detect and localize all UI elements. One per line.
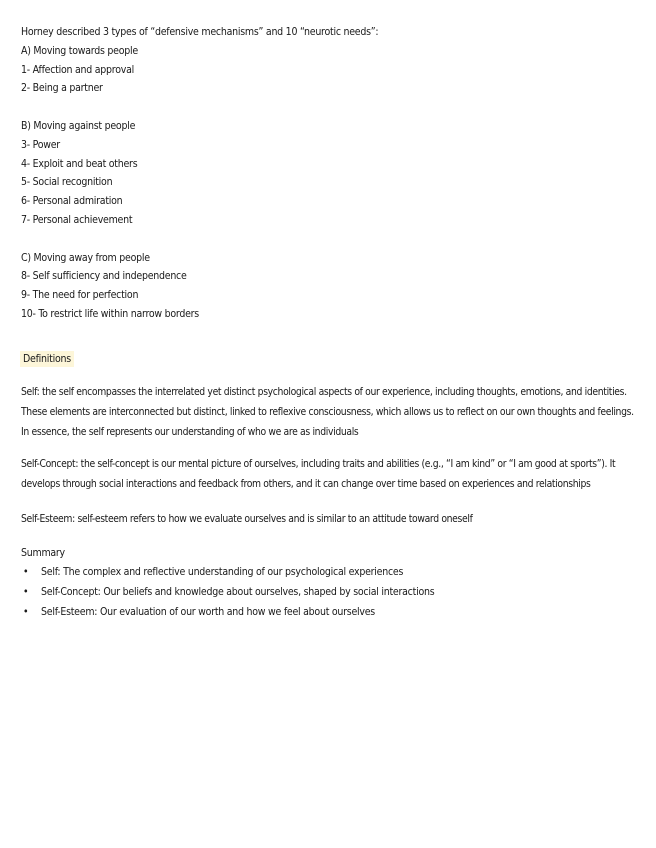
- intro-line: Horney described 3 types of “defensive mechanisms” and 10 “neurotic needs”:: [21, 26, 379, 38]
- group-b-item: 5- Social recognition: [21, 176, 113, 189]
- group-b-item: 7- Personal achievement: [21, 213, 133, 226]
- group-b-item: 4- Exploit and beat others: [21, 157, 138, 170]
- definition-self: Self: the self encompasses the interrelated yet distinct psychological aspects of our experience, including thoughts, emotions, and identities. These elements are interconnected but distinct, linked to reflexive consciousness, which allows us to reflect on our own thoughts and feelings. In essence, the self represents our understanding of who we are as individuals: [21, 385, 634, 438]
- summary-heading: Summary: [21, 546, 65, 559]
- spacer: [21, 369, 641, 382]
- note-page: [21, 23, 641, 622]
- bullet-icon: •: [23, 606, 29, 619]
- summary-list: [21, 562, 641, 622]
- spacer: [21, 230, 641, 249]
- group-a-item: 2- Being a partner: [21, 82, 103, 95]
- group-b-item: 6- Personal admiration: [21, 195, 123, 208]
- bullet-icon: •: [23, 566, 29, 579]
- group-c-item: 9- The need for perfection: [21, 289, 139, 302]
- group-a-heading: A) Moving towards people: [21, 44, 138, 57]
- spacer: [21, 529, 641, 544]
- bullet-icon: •: [23, 586, 29, 599]
- spacer: [21, 324, 641, 350]
- definition-self-concept: Self-Concept: the self-concept is our mental picture of ourselves, including traits and abilities (e.g., “I am kind” or “I am good at sports”). It develops through social interactions and feedback from others, and it can change over time based on experiences and relationships: [21, 457, 616, 490]
- group-c-item: 8- Self sufficiency and independence: [21, 270, 187, 283]
- definition-self-esteem: Self-Esteem: self-esteem refers to how we evaluate ourselves and is similar to an attitude toward oneself: [21, 512, 473, 525]
- summary-item-text: Self-Concept: Our beliefs and knowledge about ourselves, shaped by social interactions: [41, 586, 435, 599]
- group-b-item: 3- Power: [21, 138, 60, 151]
- spacer: [21, 98, 641, 117]
- definitions-heading-row: [21, 350, 641, 369]
- summary-item-text: Self: The complex and reflective understanding of our psychological experiences: [41, 566, 404, 579]
- spacer: [21, 494, 641, 509]
- group-c-heading: C) Moving away from people: [21, 251, 150, 264]
- summary-item: [21, 582, 641, 602]
- spacer: [21, 442, 641, 454]
- summary-item-text: Self-Esteem: Our evaluation of our worth and how we feel about ourselves: [41, 606, 375, 619]
- group-b-heading: B) Moving against people: [21, 119, 136, 132]
- definitions-heading: Definitions: [20, 351, 74, 367]
- group-a-item: 1- Affection and approval: [21, 63, 134, 76]
- group-c-item: 10- To restrict life within narrow borders: [21, 307, 199, 320]
- summary-item: [21, 602, 641, 622]
- summary-item: [21, 562, 641, 582]
